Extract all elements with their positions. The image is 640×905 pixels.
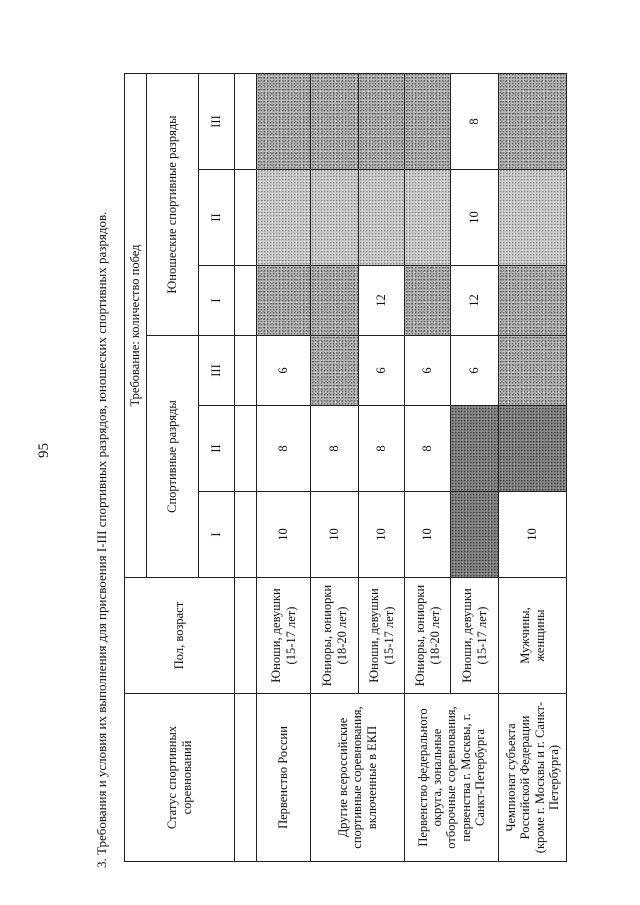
shaded-cell	[311, 170, 359, 266]
col-number	[235, 73, 257, 169]
shaded-cell	[311, 336, 359, 406]
page-number: 95	[36, 443, 52, 458]
shaded-cell	[257, 170, 311, 266]
col-number	[235, 578, 257, 694]
col-number	[235, 266, 257, 336]
sex-age-cell: Юноши, девушки (15-17 лет)	[451, 578, 499, 694]
header-requirement: Требование: количество побед	[125, 73, 147, 577]
value-cell: 8	[405, 406, 451, 492]
header-status: Статус спортивных соревнований	[125, 694, 235, 862]
value-cell: 10	[257, 492, 311, 578]
value-cell: 8	[359, 406, 405, 492]
table-row	[405, 73, 451, 861]
header-rank-3: III	[199, 336, 235, 406]
sex-age-cell: Юниоры, юниорки (18-20 лет)	[311, 578, 359, 694]
value-cell: 6	[257, 336, 311, 406]
value-cell: 10	[499, 492, 567, 578]
value-cell: 8	[451, 73, 499, 169]
table-row	[311, 73, 359, 861]
sex-age-cell: Мужчины, женщины	[499, 578, 567, 694]
value-cell: 10	[311, 492, 359, 578]
shaded-cell	[359, 170, 405, 266]
value-cell: 10	[359, 492, 405, 578]
value-cell: 6	[405, 336, 451, 406]
shaded-cell	[405, 266, 451, 336]
value-cell: 10	[405, 492, 451, 578]
header-youth-rank-3: III	[199, 73, 235, 169]
status-cell: Первенство России	[257, 694, 311, 862]
shaded-cell	[405, 73, 451, 169]
header-sex-age: Пол, возраст	[125, 578, 235, 694]
status-cell: Первенство федерального округа, зональные отборочные соревнования, первенства г. Москвы, г. Санкт-Петербурга	[405, 694, 499, 862]
header-sport-ranks: Спортивные разряды	[147, 336, 199, 578]
col-number	[235, 170, 257, 266]
shaded-cell	[499, 266, 567, 336]
column-number-row	[235, 73, 257, 861]
shaded-cell	[451, 406, 499, 492]
shaded-cell	[257, 266, 311, 336]
table-row	[257, 73, 311, 861]
shaded-cell	[359, 73, 405, 169]
shaded-cell	[499, 73, 567, 169]
shaded-cell	[311, 73, 359, 169]
rotated-table-container	[124, 74, 561, 862]
header-youth-rank-1: I	[199, 266, 235, 336]
rank-requirements-table	[124, 73, 567, 862]
value-cell: 12	[359, 266, 405, 336]
col-number	[235, 336, 257, 406]
shaded-cell	[499, 336, 567, 406]
shaded-cell	[451, 492, 499, 578]
shaded-cell	[405, 170, 451, 266]
col-number	[235, 694, 257, 862]
shaded-cell	[499, 170, 567, 266]
shaded-cell	[311, 266, 359, 336]
shaded-cell	[499, 406, 567, 492]
status-cell: Чемпионат субъекта Российской Федерации (кроме г. Москвы и г. Санкт-Петербурга)	[499, 694, 567, 862]
header-youth-rank-2: II	[199, 170, 235, 266]
header-youth-ranks: Юношеские спортивные разряды	[147, 73, 199, 335]
col-number	[235, 492, 257, 578]
table-caption: 3. Требования и условия их выполнения для присвоения I-III спортивных разрядов, юношеских спортивных разрядов.	[94, 211, 109, 868]
header-rank-1: I	[199, 492, 235, 578]
value-cell: 6	[359, 336, 405, 406]
header-rank-2: II	[199, 406, 235, 492]
table-row	[499, 73, 567, 861]
sex-age-cell: Юноши, девушки (15-17 лет)	[257, 578, 311, 694]
shaded-cell	[257, 73, 311, 169]
value-cell: 10	[451, 170, 499, 266]
status-cell: Другие всероссийские спортивные соревнования, включенные в ЕКП	[311, 694, 405, 862]
value-cell: 8	[257, 406, 311, 492]
value-cell: 6	[451, 336, 499, 406]
col-number	[235, 406, 257, 492]
value-cell: 8	[311, 406, 359, 492]
sex-age-cell: Юноши, девушки (15-17 лет)	[359, 578, 405, 694]
sex-age-cell: Юниоры, юниорки (18-20 лет)	[405, 578, 451, 694]
value-cell: 12	[451, 266, 499, 336]
